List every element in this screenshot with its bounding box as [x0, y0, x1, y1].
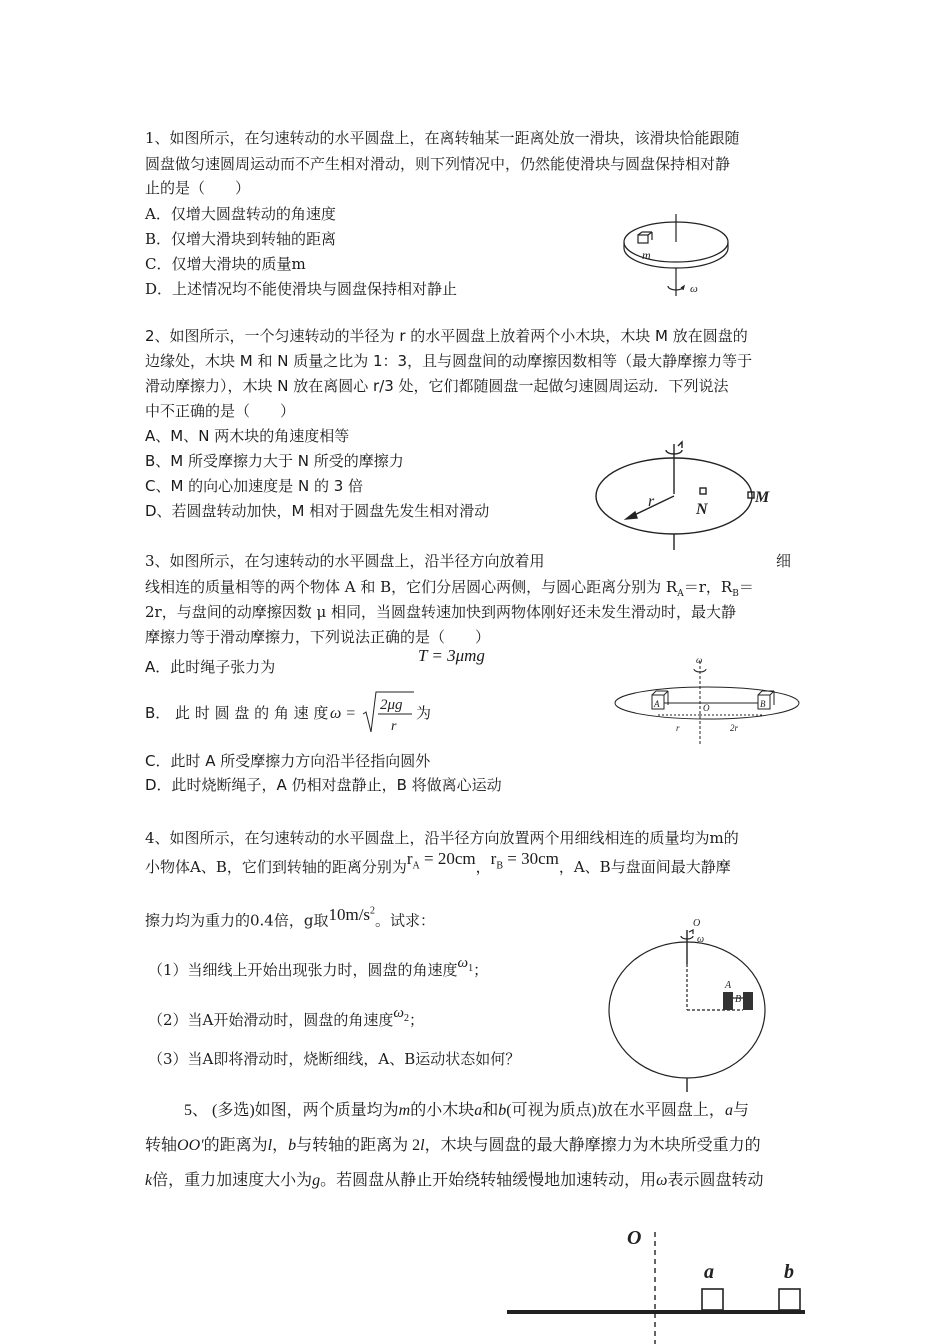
q5-b-label: b	[784, 1261, 794, 1283]
q4-sub1-text: （1）当细线上开始出现张力时，圆盘的角速度	[148, 961, 458, 979]
q1-mass-label: m	[642, 248, 651, 262]
q3-option-b: B． 此 时 圆 盘 的 角 速 度	[145, 704, 329, 722]
q3-tension-formula: T = 3μmg	[418, 646, 485, 665]
q4-line2-text: 小物体A、B，它们到转轴的距离分别为	[145, 858, 407, 876]
q3-option-c: C．此时 A 所受摩擦力方向沿半径指向圆外	[145, 752, 431, 770]
q5-l1-d: (可视为质点)放在水平圆盘上，	[506, 1102, 725, 1119]
q3-a-label: A	[654, 699, 660, 709]
q4-omega1	[457, 955, 474, 974]
q4-stem-line-3	[145, 905, 435, 933]
q5-l1-c: 和	[482, 1102, 499, 1119]
q2-option-a: A、M、N 两木块的角速度相等	[145, 427, 350, 445]
q2-stem-line-4: 中不正确的是（ ）	[145, 402, 296, 420]
q5-l3-g: g	[312, 1172, 321, 1189]
q4-stem-line-2	[145, 849, 731, 886]
q3-stem-line-1-end: 细	[776, 552, 792, 570]
q4-g-exponent: 2	[370, 905, 376, 916]
q3-r-label: r	[676, 723, 680, 733]
q3-rb-sub: B	[732, 589, 739, 599]
q4-ra-number: = 20cm	[419, 849, 476, 868]
q4-sub-question-3: （3）当A即将滑动时，烧断细线，A、B运动状态如何？	[148, 1050, 521, 1068]
q3-option-a: A．此时绳子张力为	[145, 658, 276, 676]
q5-l3-a: 倍，重力加速度大小为	[152, 1172, 313, 1189]
q4-sub1-end: ；	[473, 961, 489, 979]
q2-option-b: B、M 所受摩擦力大于 N 所受的摩擦力	[145, 452, 404, 470]
q2-stem-line-2: 边缘处，木块 M 和 N 质量之比为 1：3，且与圆盘间的动摩擦因数相等（最大静摩擦力等于	[145, 352, 753, 370]
q3-b-label: B	[760, 699, 766, 709]
q3-ra-sub: A	[677, 589, 684, 599]
q4-line3-end: 。试求：	[375, 911, 436, 930]
q4-sub-question-2	[148, 1005, 424, 1039]
q5-l2-b: 的距离为	[203, 1137, 268, 1154]
q5-disk-figure	[505, 1222, 810, 1344]
q1-stem-line-2: 圆盘做匀速圆周运动而不产生相对滑动，则下列情况中，仍然能使滑块与圆盘保持相对静	[145, 155, 731, 173]
q5-o-label: O	[627, 1227, 642, 1249]
q1-option-b: B．仅增大滑块到转轴的距离	[145, 230, 337, 248]
q3-omega-denominator: r	[391, 719, 397, 734]
q3-omega-eq: ω =	[330, 705, 357, 722]
q5-l2-bv: b	[288, 1137, 297, 1154]
q4-g-value	[328, 905, 375, 924]
q5-l3-w: ω	[656, 1172, 668, 1189]
q3-line2-mid: ＝r，R	[683, 578, 733, 596]
q4-o-label: O	[693, 918, 701, 929]
q4-ra-sub: A	[412, 860, 420, 872]
q5-l3-k: k	[145, 1172, 153, 1189]
q3-omega-formula	[330, 688, 420, 738]
q4-rb-value	[490, 849, 559, 872]
q1-stem-line-3: 止的是（ ）	[145, 179, 251, 197]
q2-r-label: r	[648, 493, 655, 510]
q1-option-d: D．上述情况均不能使滑块与圆盘保持相对静止	[145, 280, 458, 298]
q5-l1-m: m	[398, 1102, 411, 1119]
q5-l1-a2: a	[724, 1102, 733, 1119]
q2-stem-line-1: 2、如图所示，一个匀速转动的半径为 r 的水平圆盘上放着两个小木块，木块 M 放在圆盘的	[145, 327, 748, 345]
q5-l2-a: 转轴	[145, 1137, 178, 1154]
q3-stem-line-4: 摩擦力等于滑动摩擦力，下列说法正确的是（ ）	[145, 628, 491, 646]
q4-omega2-symbol: ω	[393, 1005, 404, 1021]
q4-omega1-symbol: ω	[457, 955, 469, 971]
q5-stem-line-1	[184, 1099, 749, 1123]
q1-omega-label: ω	[690, 283, 698, 295]
q4-disk-figure	[603, 918, 783, 1094]
q4-omega-label: ω	[697, 934, 705, 945]
q4-sub2-end: ；	[408, 1011, 424, 1029]
q3-omega-label: ω	[696, 655, 703, 665]
q3-stem-line-1: 3、如图所示，在匀速转动的水平圆盘上，沿半径方向放着用	[145, 552, 545, 570]
q4-stem-line-1: 4、如图所示，在匀速转动的水平圆盘上，沿半径方向放置两个用细线相连的质量均为m的	[145, 829, 739, 847]
q4-g-number: 10m/s	[328, 904, 371, 924]
q2-disk-figure	[590, 436, 780, 552]
q4-omega2-sub: 2	[403, 1013, 409, 1024]
q5-l2-l: l	[267, 1137, 273, 1154]
q5-l3-c: 表示圆盘转动	[667, 1172, 764, 1189]
q2-option-d: D、若圆盘转动加快，M 相对于圆盘先发生相对滑动	[145, 502, 490, 520]
q4-omega1-sub: 1	[468, 963, 474, 974]
q3-disk-figure	[612, 655, 804, 747]
q1-option-c: C．仅增大滑块的质量m	[145, 255, 306, 273]
q2-stem-line-3: 滑动摩擦力），木块 N 放在离圆心 r/3 处，它们都随圆盘一起做匀速圆周运动．下列说法	[145, 377, 729, 395]
q3-stem-line-3: 2r，与盘间的动摩擦因数 μ 相同，当圆盘转速加快到两物体刚好还未发生滑动时，最大静	[145, 603, 737, 621]
q1-option-a: A．仅增大圆盘转动的角速度	[145, 205, 336, 223]
q4-rb-sub: B	[496, 860, 503, 872]
q5-l1-b: 的小木块	[410, 1102, 475, 1119]
q4-sub2-text: （2）当A开始滑动时，圆盘的角速度	[148, 1011, 394, 1029]
q3-line2-end: ＝	[738, 578, 754, 596]
q5-l2-e: ，木块与圆盘的最大静摩擦力为木块所受重力的	[424, 1137, 761, 1154]
q3-o-label: O	[703, 703, 710, 713]
q5-stem-line-2	[145, 1134, 761, 1158]
q5-stem-line-3	[145, 1169, 763, 1193]
q3-option-d: D．此时烧断绳子，A 仍相对盘静止，B 将做离心运动	[145, 776, 502, 794]
q4-line2-end: ，A、B与盘面间最大静摩	[558, 858, 731, 876]
q2-n-label: N	[696, 501, 708, 518]
q3-option-b-end: 为	[416, 704, 432, 722]
q3-2r-label: 2r	[730, 723, 739, 733]
q5-l1-bv: b	[498, 1102, 507, 1119]
q5-l1-a: 5、 (多选)如图，两个质量均为	[184, 1102, 399, 1119]
q5-l2-c: ，	[272, 1137, 289, 1154]
q1-stem-line-1: 1、如图所示，在匀速转动的水平圆盘上，在离转轴某一距离处放一滑块，该滑块恰能跟随	[145, 129, 740, 147]
q4-omega2	[393, 1005, 409, 1024]
q5-l2-oo: OO′	[177, 1137, 204, 1154]
q5-a-label: a	[704, 1261, 714, 1283]
q3-omega-numerator: 2μg	[380, 697, 403, 713]
q3-line2-text: 线相连的质量相等的两个物体 A 和 B，它们分居圆心两侧，与圆心距离分别为 R	[145, 578, 678, 596]
q4-line3-text: 擦力均为重力的0.4倍，g取	[145, 911, 329, 930]
q4-separator: ，	[475, 858, 491, 876]
q2-option-c: C、M 的向心加速度是 N 的 3 倍	[145, 477, 364, 495]
q5-l2-d: 与转轴的距离为 2	[296, 1137, 421, 1154]
q4-ra-symbol: r	[406, 849, 413, 868]
q4-sub-question-1	[148, 955, 489, 989]
q4-rb-symbol: r	[490, 849, 497, 868]
q1-disk-figure	[618, 210, 738, 305]
q5-l2-l2: l	[420, 1137, 425, 1154]
q2-m-label: M	[755, 489, 770, 506]
q4-a-label: A	[725, 980, 732, 991]
q5-l1-av: a	[474, 1102, 483, 1119]
q4-rb-number: = 30cm	[502, 849, 559, 868]
q5-l1-e: 与	[732, 1102, 749, 1119]
q4-b-label: B	[735, 994, 742, 1005]
q4-ra-value	[406, 849, 476, 872]
q5-l3-b: 。若圆盘从静止开始绕转轴缓慢地加速转动，用	[320, 1172, 657, 1189]
